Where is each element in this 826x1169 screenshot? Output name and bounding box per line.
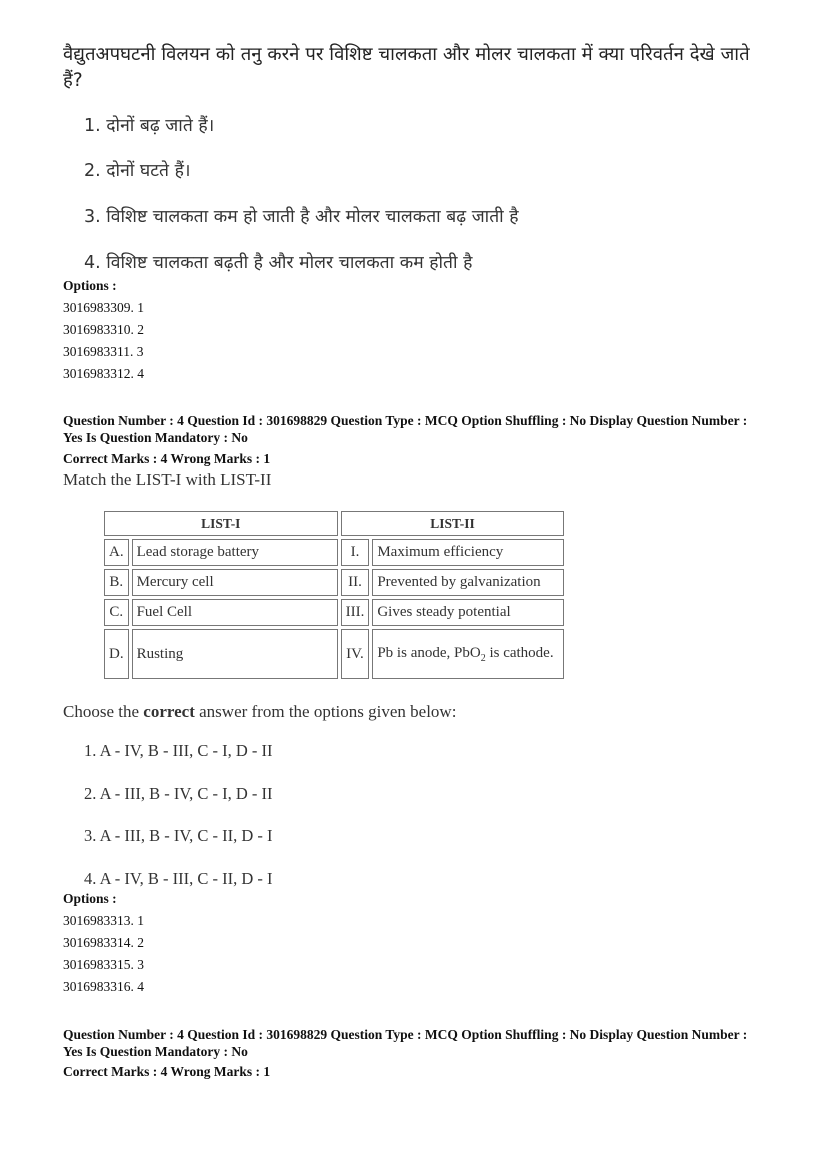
table-row xyxy=(104,569,564,596)
list2-item xyxy=(372,629,564,679)
list1-item: Rusting xyxy=(132,629,338,679)
option-id: 3016983315. 3 xyxy=(63,957,144,972)
list1-item: Mercury cell xyxy=(132,569,338,596)
list2-item: Prevented by galvanization xyxy=(372,569,564,596)
options-label: Options : xyxy=(63,278,117,293)
option-id: 3016983309. 1 xyxy=(63,300,144,315)
row-label: II. xyxy=(341,569,370,596)
question-option: 3. A - III, B - IV, C - II, D - I xyxy=(84,826,273,845)
option-id: 3016983310. 2 xyxy=(63,322,144,337)
row-label: IV. xyxy=(341,629,370,679)
option-id: 3016983313. 1 xyxy=(63,913,144,928)
list1-item: Lead storage battery xyxy=(132,539,338,566)
question-meta: Question Number : 4 Question Id : 301698829 Question Type : MCQ Option Shuffling : No Display Question Number : Yes Is Question Mandatory : No xyxy=(63,413,748,445)
option-id: 3016983311. 3 xyxy=(63,344,144,359)
match-table xyxy=(101,508,567,682)
instruction-text: Choose the xyxy=(63,702,144,721)
table-row xyxy=(104,629,564,679)
table-header-list2: LIST-II xyxy=(341,511,565,536)
list2-text: Pb is anode, PbO xyxy=(377,644,481,661)
row-label: D. xyxy=(104,629,129,679)
question-option: 4. A - IV, B - III, C - II, D - I xyxy=(84,869,273,888)
marks-meta: Correct Marks : 4 Wrong Marks : 1 xyxy=(63,1064,271,1079)
question-option: 2. दोनों घटते हैं। xyxy=(84,161,191,181)
question-option: 3. विशिष्ट चालकता कम हो जाती है और मोलर चालकता बढ़ जाती है xyxy=(84,207,519,227)
question-option: 2. A - III, B - IV, C - I, D - II xyxy=(84,784,273,803)
list1-item: Fuel Cell xyxy=(132,599,338,626)
instruction-text: answer from the options given below: xyxy=(194,702,457,721)
option-id: 3016983314. 2 xyxy=(63,935,144,950)
table-header-list1: LIST-I xyxy=(104,511,338,536)
marks-meta: Correct Marks : 4 Wrong Marks : 1 xyxy=(63,451,271,466)
table-row xyxy=(104,539,564,566)
list2-item: Gives steady potential xyxy=(372,599,564,626)
question-option: 1. A - IV, B - III, C - I, D - II xyxy=(84,741,273,760)
question-option: 4. विशिष्ट चालकता बढ़ती है और मोलर चालकता कम होती है xyxy=(84,253,473,273)
subscript: 2 xyxy=(480,652,486,664)
list2-item: Maximum efficiency xyxy=(372,539,564,566)
row-label: B. xyxy=(104,569,129,596)
row-label: A. xyxy=(104,539,129,566)
instruction xyxy=(63,702,456,722)
row-label: III. xyxy=(341,599,370,626)
options-label: Options : xyxy=(63,891,117,906)
question-text: Match the LIST-I with LIST-II xyxy=(63,470,272,489)
question-text-hindi: वैद्युतअपघटनी विलयन को तनु करने पर विशिष्ट चालकता और मोलर चालकता में क्या परिवर्तन देखे जाते हैं? xyxy=(63,44,750,91)
option-id: 3016983312. 4 xyxy=(63,366,144,381)
option-id: 3016983316. 4 xyxy=(63,979,144,994)
list2-text: is cathode. xyxy=(485,644,554,661)
table-row xyxy=(104,599,564,626)
question-option: 1. दोनों बढ़ जाते हैं। xyxy=(84,116,215,136)
row-label: I. xyxy=(341,539,370,566)
row-label: C. xyxy=(104,599,129,626)
question-meta: Question Number : 4 Question Id : 301698829 Question Type : MCQ Option Shuffling : No Display Question Number : Yes Is Question Mandatory : No xyxy=(63,1027,748,1059)
instruction-emphasis: correct xyxy=(143,702,195,721)
